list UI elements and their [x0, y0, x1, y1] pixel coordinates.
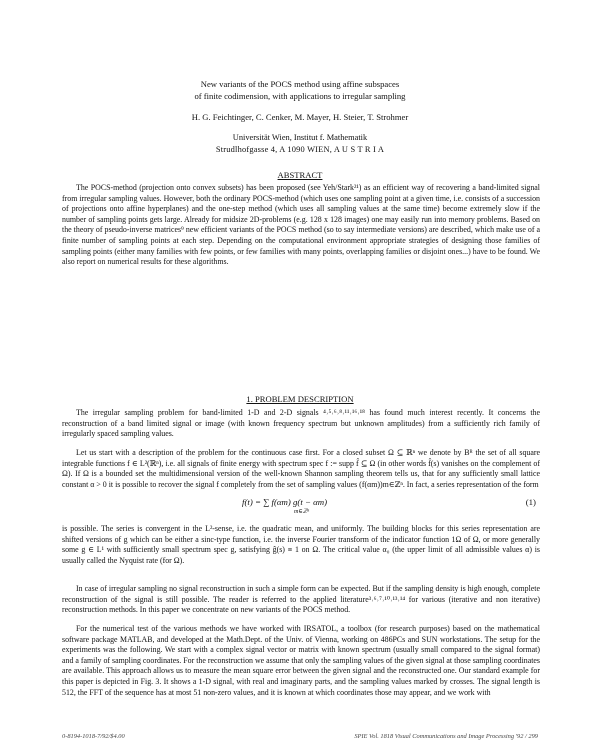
equation-body: f(t) = ∑ f(αm) g(t − αm) [242, 497, 328, 507]
author-list: H. G. Feichtinger, C. Cenker, M. Mayer, H. Steier, T. Strohmer [191, 112, 409, 122]
abstract-heading: ABSTRACT [277, 170, 323, 180]
equation-sum-index: m∈ℤⁿ [294, 509, 310, 515]
paragraph-2: Let us start with a description of the problem for the continuous case first. For a closed subset Ω ⊆ ℝⁿ we denote by Bᴿ the set of all square integrable functions f ∈ L²(ℝⁿ), i.e. all signals of finite energy with spectrum spec f := supp f̂ ⊆ Ω (in other words f̂(s) vanishes on the complement of Ω). If Ω is a bounded set the multidimensional version of the well-known Shannon sampling theorem tells us, that for any sufficiently small lattice constant α > 0 it is possible to recover the signal f completely from the set of sampling values (f(αm))m∈ℤⁿ. In fact, a series representation of the form [62, 448, 540, 489]
section-heading: 1. PROBLEM DESCRIPTION [246, 394, 354, 404]
paragraph-1: The irregular sampling problem for band-limited 1-D and 2-D signals ⁴˒⁵˒⁶˒⁸˒¹¹˒¹⁶˒¹⁸ has found much interest recently. It concerns the reconstruction of a band limited signal or image (with known frequency spectrum but unknown amplitudes) from a sufficiently rich family of irregularly spaced sampling values. [62, 408, 540, 439]
paper-title-line-1: New variants of the POCS method using affine subspaces [200, 79, 400, 89]
affiliation-line-1: Universität Wien, Institut f. Mathematik [232, 133, 368, 142]
equation-number: (1) [525, 497, 536, 507]
paragraph-3: is possible. The series is convergent in the L²-sense, i.e. the quadratic mean, and uniformly. The building blocks for this series representation are shifted versions of g which can be either a sinc-type function, i.e. the inverse Fourier transform of the indicator function 1Ω of Ω, or more generally some g ∈ L¹ with sufficiently small spectrum spec g, satisfying ĝ(s) ≡ 1 on Ω. The critical value α₀ (the upper limit of all admissible values α) is usually called the Nyquist rate (for Ω). [62, 524, 540, 565]
paragraph-4: In case of irregular sampling no signal reconstruction in such a simple form can be expected. But if the sampling density is high enough, complete reconstruction of the signal is still possible. The reader is referred to the applied literature³˒⁶˒⁷˒¹⁰˒¹³˒¹⁴ for various (iterative and non iterative) reconstruction methods. In this paper we concentrate on new variants of the POCS method. [62, 584, 540, 615]
affiliation-line-2: Strudlhofgasse 4, A 1090 WIEN, A U S T R I A [215, 145, 385, 154]
paper-title-line-2: of finite codimension, with applications to irregular sampling [194, 91, 406, 101]
paragraph-5: For the numerical test of the various methods we have worked with IRSATOL, a toolbox (for research purposes) based on the mathematical software package MATLAB, and developed at the Math.Dept. of the Univ. of Vienna, working on 486PCs and SUN workstations. The setup for the experiments was the following. We start with a complex signal vector or matrix with known spectrum (usually small compared to the signal format) and a family of sampling coordinates. For the reconstruction we assume that only the sampling values of the given signal at those sampling coordinates are available. This approach allows us to measure the mean square error between the given signal and the reconstructed one. Our standard example for this paper is depicted in Fig. 3. It shows a 1-D signal, with real and imaginary parts, and the sampling values marked by crosses. The signal length is 512, the FFT of the sequence has at most 51 non-zero values, and it is known at which coordinates those may appear, and we work with [62, 624, 540, 697]
footer-isbn: 0-8194-1018-7/92/$4.00 [62, 733, 125, 740]
abstract-text: The POCS-method (projection onto convex subsets) has been proposed (see Yeh/Stark²¹) as an efficient way of recovering a band-limited signal from irregular sampling values. However, both the ordinary POCS-method (which uses one sampling point at a given time, i.e. consists of a succession of projections onto affine hyperplanes) and the one-step method (which uses all sampling values at the same time) become extremely slow if the number of sampling points gets large. Already for midsize 2D-problems (e.g. 128 x 128 images) one may easily run into memory problems. Based on the theory of pseudo-inverse matrices⁹ new efficient variants of the POCS method (so to say intermediate versions) are described, which make use of a finite number of sampling points at each step. Depending on the computational environment appropriate strategies of designing those families of sampling points (either many families with few points, or few families with many points, overlapping families or disjoint ones...) have to be found. We also report on numerical results for these algorithms. [62, 183, 540, 267]
equation-1 [62, 493, 540, 521]
footer-journal: SPIE Vol. 1818 Visual Communications and Image Processing '92 / 299 [354, 733, 538, 740]
